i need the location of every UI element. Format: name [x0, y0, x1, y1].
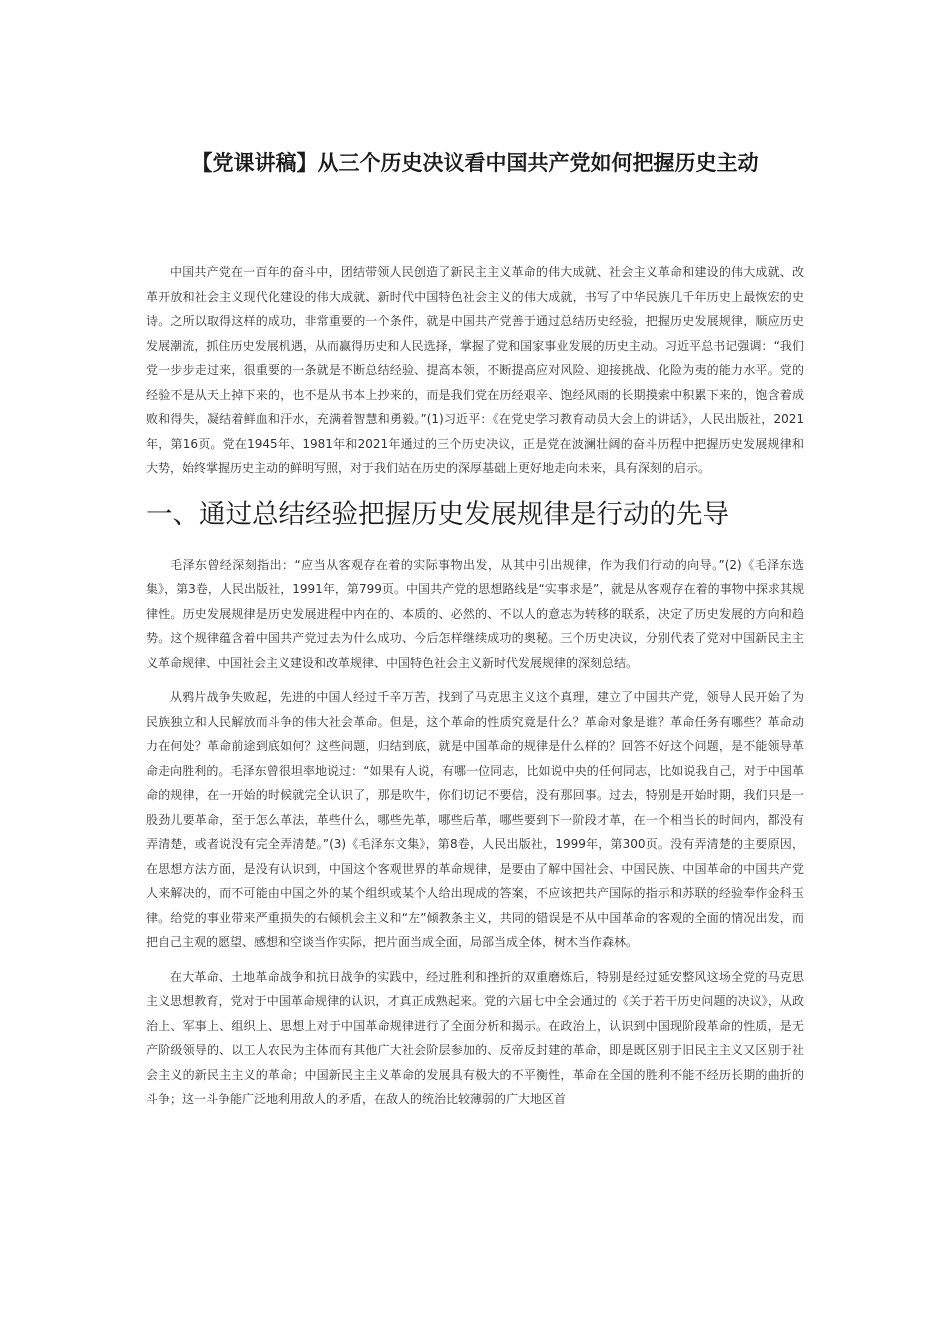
body-paragraph: 毛泽东曾经深刻指出：“应当从客观存在着的实际事物出发，从其中引出规律，作为我们行动的向导。”(2)《毛泽东选集》，第3卷，人民出版社，1991年，第799页。中国共产党的思想路线是“实事求是”，就是从客观存在着的事物中探求其规律性。历史发展规律是历史发展进程中内在的、本质的、必然的、不以人的意志为转移的联系，决定了历史发展的方向和趋势。这个规律蕴含着中国共产党过去为什么成功、今后怎样继续成功的奥秘。三个历史决议，分别代表了党对中国新民主主义革命规律、中国社会主义建设和改革规律、中国特色社会主义新时代发展规律的深刻总结。: [146, 557, 804, 670]
document-body: [146, 260, 804, 1122]
intro-paragraph: 中国共产党在一百年的奋斗中，团结带领人民创造了新民主主义革命的伟大成就、社会主义革命和建设的伟大成就、改革开放和社会主义现代化建设的伟大成就、新时代中国特色社会主义的伟大成就，书写了中华民族几千年历史上最恢宏的史诗。之所以取得这样的成功，非常重要的一个条件，就是中国共产党善于通过总结历史经验，把握历史发展规律，顺应历史发展潮流，抓住历史发展机遇，从而赢得历史和人民选择，掌握了党和国家事业发展的历史主动。习近平总书记强调：“我们党一步步走过来，很重要的一条就是不断总结经验、提高本领，不断提高应对风险、迎接挑战、化险为夷的能力水平。党的经验不是从天上掉下来的，也不是从书本上抄来的，而是我们党在历经艰辛、饱经风雨的长期摸索中积累下来的，饱含着成败和得失，凝结着鲜血和汗水，充满着智慧和勇毅。”(1)习近平：《在党史学习教育动员大会上的讲话》，人民出版社，2021年，第16页。党在1945年、1981年和2021年通过的三个历史决议，正是党在波澜壮阔的奋斗历程中把握历史发展规律和大势，始终掌握历史主动的鲜明写照，对于我们站在历史的深厚基础上更好地走向未来，具有深刻的启示。: [146, 265, 804, 475]
document-title: 【党课讲稿】从三个历史决议看中国共产党如何把握历史主动: [191, 151, 759, 175]
body-paragraph: 在大革命、土地革命战争和抗日战争的实践中，经过胜利和挫折的双重磨炼后，特别是经过延安整风这场全党的马克思主义思想教育，党对于中国革命规律的认识，才真正成熟起来。党的六届七中全会通过的《关于若干历史问题的决议》，从政治上、军事上、组织上、思想上对于中国革命规律进行了全面分析和揭示。在政治上，认识到中国现阶段革命的性质，是无产阶级领导的、以工人农民为主体而有其他广大社会阶层参加的、反帝反封建的革命，即是既区别于旧民主主义又区别于社会主义的新民主主义的革命；中国新民主主义革命的发展具有极大的不平衡性，革命在全国的胜利不能不经历长期的曲折的斗争；这一斗争能广泛地利用敌人的矛盾，在敌人的统治比较薄弱的广大地区首: [146, 969, 804, 1106]
section-heading: 一、通过总结经验把握历史发展规律是行动的先导: [146, 498, 729, 530]
body-paragraph: 从鸦片战争失败起，先进的中国人经过千辛万苦，找到了马克思主义这个真理，建立了中国共产党，领导人民开始了为民族独立和人民解放而斗争的伟大社会革命。但是，这个革命的性质究竟是什么？革命对象是谁？革命任务有哪些？革命动力在何处？革命前途到底如何？这些问题，归结到底，就是中国革命的规律是什么样的？回答不好这个问题，是不能领导革命走向胜利的。毛泽东曾很坦率地说过：“如果有人说，有哪一位同志，比如说中央的任何同志，比如说我自己，对于中国革命的规律，在一开始的时候就完全认识了，那是吹牛，你们切记不要信，没有那回事。过去，特别是开始时期，我们只是一股劲儿要革命，至于怎么革法，革些什么，哪些先革，哪些后革，哪些要到下一阶段才革，在一个相当长的时间内，都没有弄清楚，或者说没有完全弄清楚。”(3)《毛泽东文集》，第8卷，人民出版社，1999年，第300页。没有弄清楚的主要原因，在思想方法方面，是没有认识到，中国这个客观世界的革命规律，是要由了解中国社会、中国民族、中国革命的中国共产党人来解决的，而不可能由中国之外的某个组织或某个人给出现成的答案，不应该把共产国际的指示和苏联的经验奉作金科玉律。给党的事业带来严重损失的右倾机会主义和“左”倾教条主义，共同的错误是不从中国革命的客观的全面的情况出发，而把自己主观的愿望、感想和空谈当作实际，把片面当成全面，局部当成全体，树木当作森林。: [146, 690, 804, 949]
